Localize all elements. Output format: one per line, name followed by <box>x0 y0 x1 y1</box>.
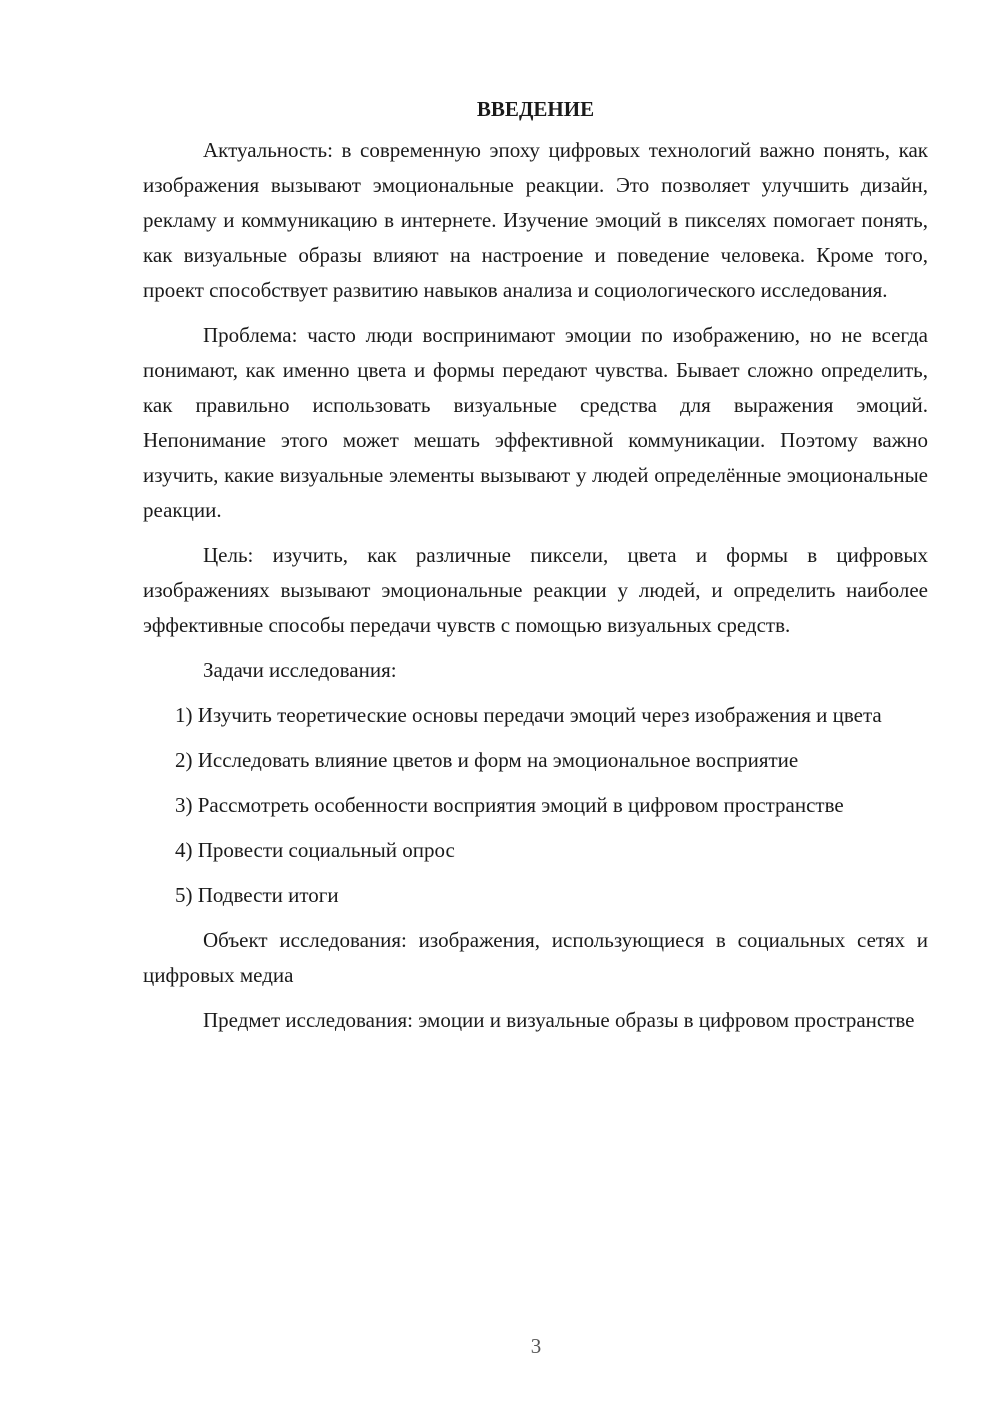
task-item-4: 4) Провести социальный опрос <box>175 838 455 862</box>
task-item-5: 5) Подвести итоги <box>175 883 339 907</box>
task-item-2: 2) Исследовать влияние цветов и форм на эмоциональное восприятие <box>175 748 799 772</box>
task-item-3: 3) Рассмотреть особенности восприятия эмоций в цифровом пространстве <box>175 793 844 817</box>
problem-paragraph: Проблема: часто люди воспринимают эмоции по изображению, но не всегда понимают, как именно цвета и формы передают чувства. Бывает сложно определить, как правильно использовать визуальные средства для выражения эмоций. Непонимание этого может мешать эффективной коммуникации. Поэтому важно изучить, какие визуальные элементы вызывают у людей определённые эмоциональные реакции. <box>143 323 928 522</box>
relevance-paragraph: Актуальность: в современную эпоху цифровых технологий важно понять, как изображения вызывают эмоциональные реакции. Это позволяет улучшить дизайн, рекламу и коммуникацию в интернете. Изучение эмоций в пикселях помогает понять, как визуальные образы влияют на настроение и поведение человека. Кроме того, проект способствует развитию навыков анализа и социологического исследования. <box>143 138 928 302</box>
tasks-heading: Задачи исследования: <box>203 658 397 682</box>
goal-paragraph: Цель: изучить, как различные пиксели, цвета и формы в цифровых изображениях вызывают эмоциональные реакции у людей, и определить наиболее эффективные способы передачи чувств с помощью визуальных средств. <box>143 543 928 637</box>
subject-paragraph: Предмет исследования: эмоции и визуальные образы в цифровом пространстве <box>203 1008 915 1032</box>
page-content <box>143 92 928 1048</box>
section-heading: ВВЕДЕНИЕ <box>476 97 595 121</box>
task-item-1: 1) Изучить теоретические основы передачи эмоций через изображения и цвета <box>175 703 882 727</box>
object-paragraph: Объект исследования: изображения, использующиеся в социальных сетях и цифровых медиа <box>143 928 928 987</box>
page-number: 3 <box>530 1334 542 1358</box>
